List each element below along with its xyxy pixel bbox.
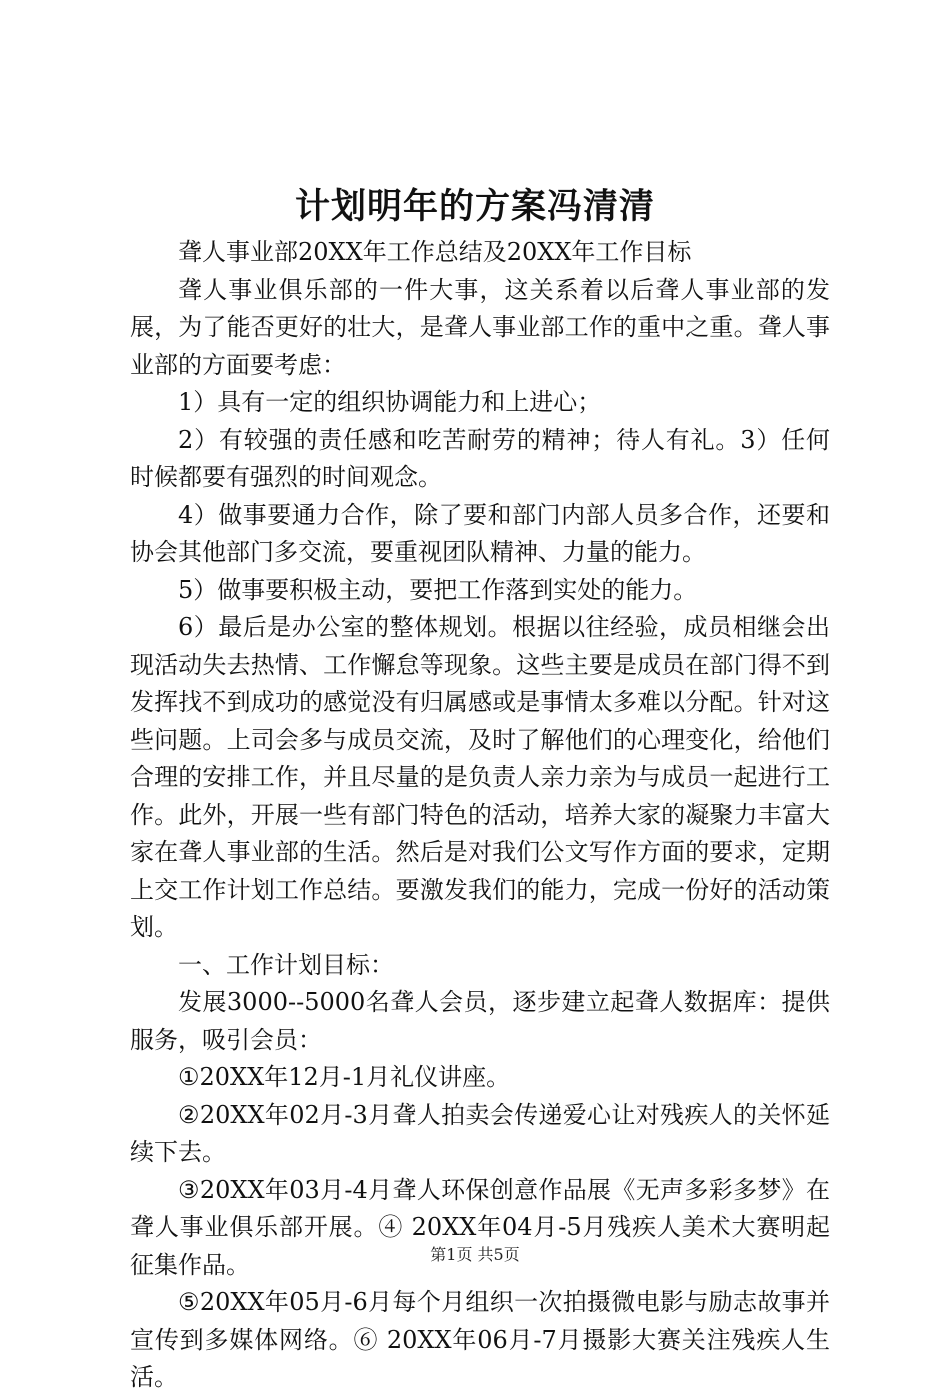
paragraph-plan-2: ②20XX年02月-3月聋人拍卖会传递爱心让对残疾人的关怀延续下去。	[130, 1100, 830, 1166]
paragraph-goal-summary: 发展3000--5000名聋人会员，逐步建立起聋人数据库：提供服务，吸引会员：	[130, 988, 830, 1054]
paragraph-item-5: 5）做事要积极主动，要把工作落到实处的能力。	[178, 575, 698, 604]
paragraph-plan-3-4: ③20XX年03月-4月聋人环保创意作品展《无声多彩多梦》在聋人事业俱乐部开展。④ 20XX年04月-5月残疾人美术大赛明起征集作品。	[130, 1175, 830, 1279]
paragraph-heading: 聋人事业部20XX年工作总结及20XX年工作目标	[178, 238, 692, 266]
page-footer: 第1页 共5页	[430, 1245, 520, 1264]
paragraph-item-2: 2）有较强的责任感和吃苦耐劳的精神；待人有礼。3）任何时候都要有强烈的时间观念。	[130, 425, 830, 491]
document-title: 计划明年的方案冯清清	[294, 186, 655, 227]
paragraph-intro: 聋人事业俱乐部的一件大事，这关系着以后聋人事业部的发展，为了能否更好的壮大，是聋人事业部工作的重中之重。聋人事业部的方面要考虑：	[130, 275, 830, 379]
paragraph-item-4: 4）做事要通力合作，除了要和部门内部人员多合作，还要和协会其他部门多交流，要重视团队精神、力量的能力。	[130, 500, 830, 566]
paragraph-plan-1: ①20XX年12月-1月礼仪讲座。	[178, 1063, 511, 1091]
document-body	[130, 234, 830, 1397]
paragraph-plan-5-6: ⑤20XX年05月-6月每个月组织一次拍摄微电影与励志故事并宣传到多媒体网络。⑥ 20XX年06月-7月摄影大赛关注残疾人生活。	[130, 1288, 830, 1391]
paragraph-item-1: 1）具有一定的组织协调能力和上进心；	[178, 388, 602, 416]
paragraph-item-6: 6）最后是办公室的整体规划。根据以往经验，成员相继会出现活动失去热情、工作懈怠等现象。这些主要是成员在部门得不到发挥找不到成功的感觉没有归属感或是事情太多难以分配。针对这些问题。上司会多与成员交流，及时了解他们的心理变化，给他们合理的安排工作，并且尽量的是负责人亲力亲为与成员一起进行工作。此外，开展一些有部门特色的活动，培养大家的凝聚力丰富大家在聋人事业部的生活。然后是对我们公文写作方面的要求，定期上交工作计划工作总结。要激发我们的能力，完成一份好的活动策划。	[130, 613, 830, 941]
section-heading-goals: 一、工作计划目标：	[178, 950, 394, 979]
